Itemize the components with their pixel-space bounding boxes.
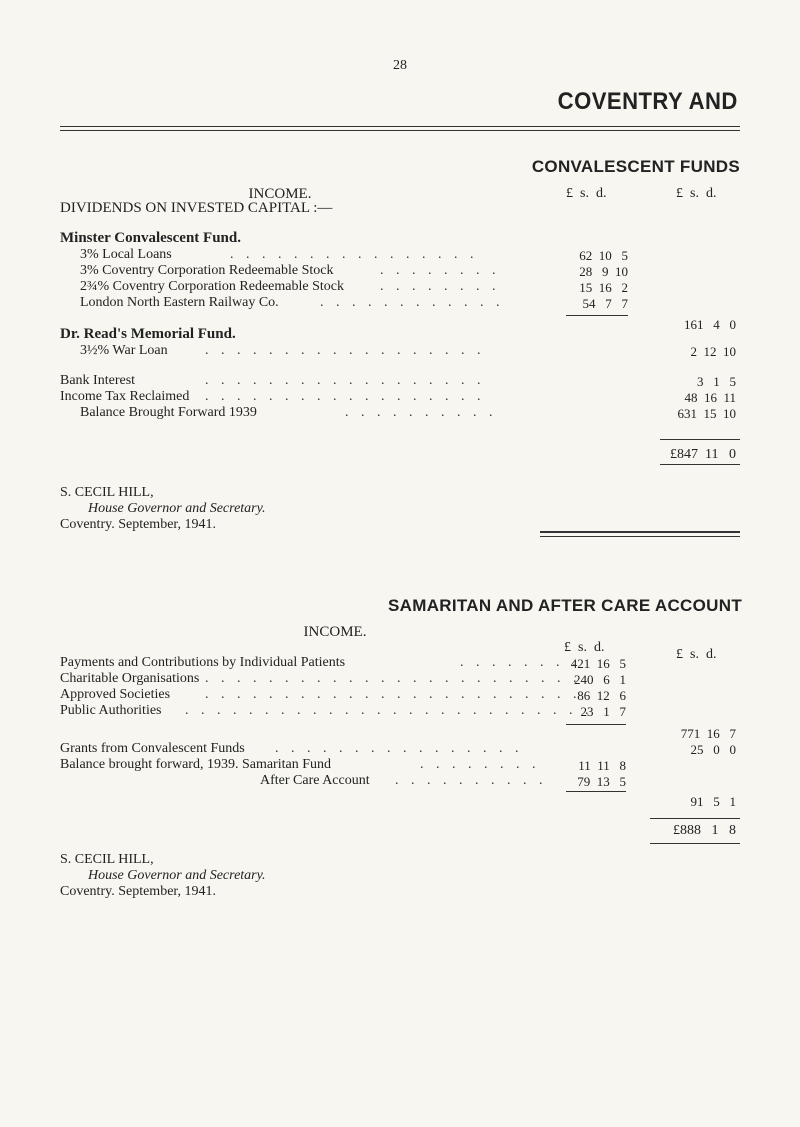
section-rule-top	[540, 531, 740, 533]
samaritan-row-amount: 23 1 7	[580, 704, 626, 719]
convalescent-total-rule-bottom	[660, 464, 740, 465]
convalescent-signature-name: S. CECIL HILL,	[60, 485, 154, 500]
samaritan-subtotal: 771 16 7	[680, 726, 736, 741]
samaritan-total: £888 1 8	[673, 823, 736, 838]
grants-label: Grants from Convalescent Funds	[60, 741, 245, 756]
samaritan-row-label: Payments and Contributions by Individual Patients	[60, 655, 346, 670]
minster-subtotal-rule	[566, 315, 628, 316]
reads-row-label: 3½% War Loan	[80, 343, 168, 358]
balance-aftercare-label: After Care Account	[260, 773, 370, 788]
minster-fund-header: Minster Convalescent Fund.	[60, 230, 241, 246]
minster-row-amount: 15 16 2	[579, 280, 628, 295]
running-head: COVENTRY AND	[557, 88, 738, 115]
samaritan-row-amount: 240 6 1	[574, 672, 626, 687]
header-rule-top	[60, 126, 740, 127]
minster-subtotal: 161 4 0	[684, 317, 736, 332]
samaritan-row-label: Charitable Organisations	[60, 671, 200, 686]
samaritan-subtotal-rule	[566, 724, 626, 725]
minster-row-label: 3% Coventry Corporation Redeemable Stock	[80, 263, 334, 278]
balance-subtotal: 91 5 1	[690, 794, 736, 809]
minster-row-label: 2¾% Coventry Corporation Redeemable Stock	[80, 279, 344, 294]
other-row-amount: 3 1 5	[697, 374, 736, 389]
balance-aftercare-amount: 79 13 5	[577, 774, 626, 789]
dividends-header: DIVIDENDS ON INVESTED CAPITAL :—	[60, 200, 333, 216]
samaritan-row-label: Approved Societies	[60, 687, 171, 702]
other-row-amount: 48 16 11	[684, 390, 736, 405]
balance-samaritan-amount: 11 11 8	[578, 758, 626, 773]
minster-row-label: 3% Local Loans	[80, 247, 172, 262]
reads-row-amount: 2 12 10	[690, 344, 736, 359]
dot-leader: . . . . . . . .	[460, 655, 580, 670]
convalescent-col-header-right: £ s. d.	[676, 186, 717, 201]
dot-leader: . . . . . . . .	[420, 757, 540, 772]
dot-leader: . . . . . . . .	[380, 263, 500, 278]
page-number: 28	[393, 58, 407, 73]
convalescent-col-header-mid: £ s. d.	[566, 186, 607, 201]
samaritan-total-rule-top	[650, 818, 740, 819]
convalescent-title: CONVALESCENT FUNDS	[531, 157, 740, 176]
convalescent-signature-title: House Governor and Secretary.	[88, 501, 266, 516]
reads-fund-header: Dr. Read's Memorial Fund.	[60, 326, 236, 342]
dot-leader: . . . . . . . . . . . . . . . . . . . . . . . .	[205, 671, 581, 686]
convalescent-total-rule-top	[660, 439, 740, 440]
other-row-label: Balance Brought Forward 1939	[80, 405, 257, 420]
minster-row-amount: 28 9 10	[579, 264, 628, 279]
grants-amount: 25 0 0	[690, 742, 736, 757]
samaritan-title: SAMARITAN AND AFTER CARE ACCOUNT	[388, 596, 742, 615]
dot-leader: . . . . . . . .	[380, 279, 500, 294]
other-row-label: Bank Interest	[60, 373, 136, 388]
balance-subtotal-rule	[566, 791, 626, 792]
samaritan-total-rule-bottom	[650, 843, 740, 844]
minster-row-amount: 54 7 7	[582, 296, 628, 311]
dot-leader: . . . . . . . . . .	[345, 405, 497, 420]
section-rule-bottom	[540, 536, 740, 537]
dot-leader: . . . . . . . . . . . . . . . . . . . . . . . .	[205, 687, 581, 702]
convalescent-signature-place-date: Coventry. September, 1941.	[60, 517, 217, 532]
minster-row-label: London North Eastern Railway Co.	[80, 295, 279, 310]
samaritan-signature-name: S. CECIL HILL,	[60, 852, 154, 867]
convalescent-income-header: INCOME.	[248, 186, 312, 202]
dot-leader: . . . . . . . . . . . . . . . .	[230, 247, 478, 262]
samaritan-col-header-mid: £ s. d.	[564, 640, 605, 655]
samaritan-signature-place-date: Coventry. September, 1941.	[60, 884, 217, 899]
dot-leader: . . . . . . . . . . . . . . . . . . . . . . . . . .	[185, 703, 593, 718]
dot-leader: . . . . . . . . . . . . . . . . . .	[205, 389, 485, 404]
samaritan-row-label: Public Authorities	[60, 703, 162, 718]
samaritan-signature-title: House Governor and Secretary.	[88, 868, 266, 883]
minster-row-amount: 62 10 5	[579, 248, 628, 263]
samaritan-income-header: INCOME.	[303, 624, 367, 640]
header-rule-bottom	[60, 130, 740, 131]
dot-leader: . . . . . . . . . . . . . . . . . .	[205, 373, 485, 388]
dot-leader: . . . . . . . . . . . . . . . .	[275, 741, 523, 756]
samaritan-row-amount: 86 12 6	[577, 688, 626, 703]
convalescent-total: £847 11 0	[670, 447, 736, 462]
samaritan-row-amount: 421 16 5	[570, 656, 626, 671]
other-row-label: Income Tax Reclaimed	[60, 389, 190, 404]
dot-leader: . . . . . . . . . . . .	[320, 295, 504, 310]
samaritan-col-header-right: £ s. d.	[676, 647, 717, 662]
other-row-amount: 631 15 10	[677, 406, 736, 421]
dot-leader: . . . . . . . . . . . . . . . . . .	[205, 343, 485, 358]
dot-leader: . . . . . . . . . .	[395, 773, 547, 788]
balance-label: Balance brought forward, 1939. Samaritan Fund	[60, 757, 331, 772]
